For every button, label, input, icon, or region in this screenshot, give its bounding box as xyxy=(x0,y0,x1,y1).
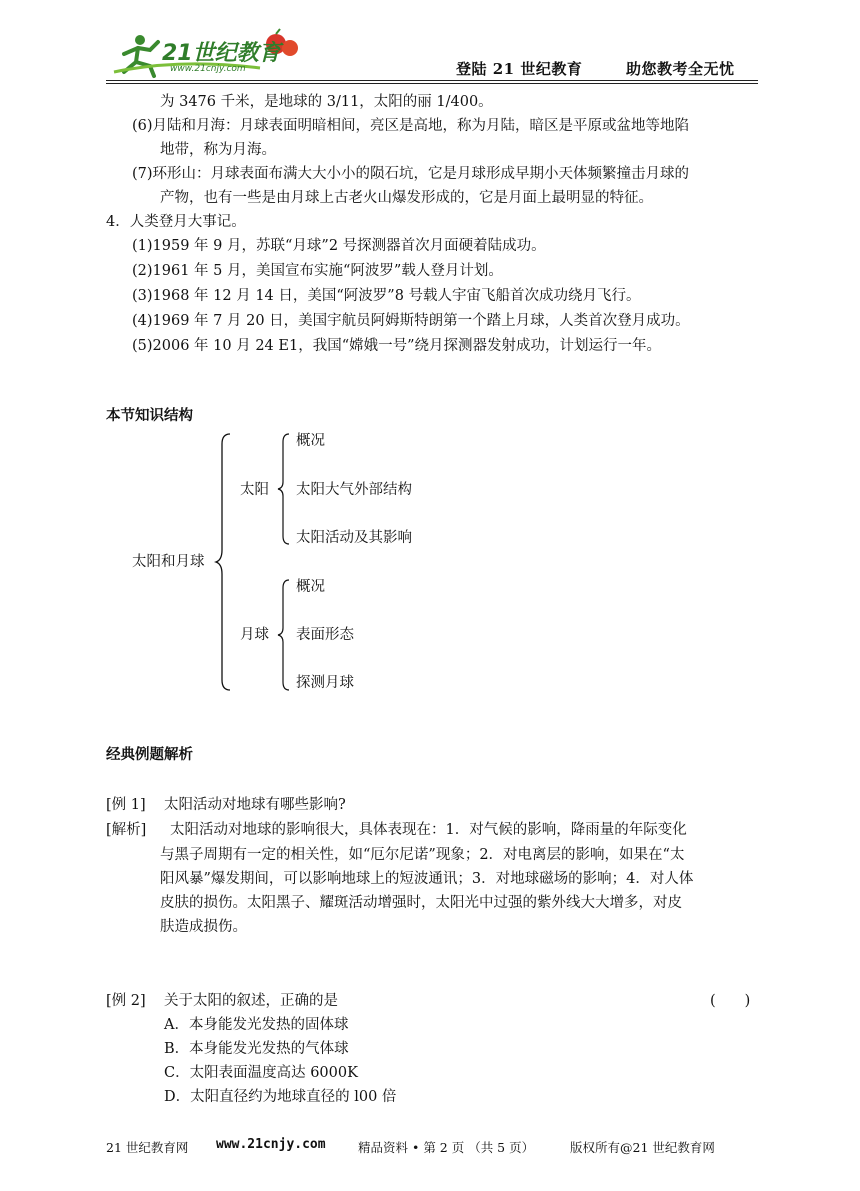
item-6-line-2: 地带，称为月海。 xyxy=(160,142,276,158)
moon-child: 探测月球 xyxy=(296,675,354,691)
item-7-line-2: 产物，也有一些是由月球上古老火山爆发形成的，它是月面上最明显的特征。 xyxy=(160,190,653,206)
analysis-line: 皮肤的损伤。太阳黑子、耀斑活动增强时，太阳光中过强的紫外线大大增多，对皮 xyxy=(160,895,682,911)
item-7-line-1: (7)环形山：月球表面布满大大小小的陨石坑，它是月球形成早期小天体频繁撞击月球的 xyxy=(132,166,690,182)
sun-branch-label: 太阳 xyxy=(240,482,269,498)
milestone-item: (3)1968 年 12 月 14 日，美国“阿波罗”8 号载人宇宙飞船首次成功绕月飞行。 xyxy=(132,288,641,304)
milestone-item: (4)1969 年 7 月 20 日，美国宇航员阿姆斯特朗第一个踏上月球，人类首次登月成功。 xyxy=(132,313,690,329)
footer-page-info: 精品资料 • 第 2 页 （共 5 页） xyxy=(358,1140,535,1155)
option-c: C．太阳表面温度高达 6000K xyxy=(164,1065,358,1081)
sun-child: 概况 xyxy=(296,433,325,449)
analysis-line: 阳风暴”爆发期间，可以影响地球上的短波通讯；3．对地球磁场的影响；4．对人体 xyxy=(160,871,694,887)
sun-child: 太阳大气外部结构 xyxy=(296,482,412,498)
header-slogan-right: 助您教考全无忧 xyxy=(626,60,735,78)
moon-child: 表面形态 xyxy=(296,627,354,643)
sun-brace xyxy=(276,432,292,546)
moon-branch-label: 月球 xyxy=(240,627,269,643)
example-1-question: 太阳活动对地球有哪些影响? xyxy=(164,797,346,813)
structure-heading: 本节知识结构 xyxy=(106,407,193,424)
diameter-line: 为 3476 千米，是地球的 3/11，太阳的丽 1/400。 xyxy=(160,94,493,110)
header-rule xyxy=(106,80,758,81)
header-rule-thin xyxy=(106,83,758,84)
moon-child: 概况 xyxy=(296,579,325,595)
milestone-item: (1)1959 年 9 月，苏联“月球”2 号探测器首次月面硬着陆成功。 xyxy=(132,238,546,254)
option-d: D．太阳直径约为地球直径的 l00 倍 xyxy=(164,1089,397,1105)
footer-copyright: 版权所有@21 世纪教育网 xyxy=(570,1140,715,1155)
section-4-title: 4．人类登月大事记。 xyxy=(106,214,246,230)
option-b: B．本身能发光发热的气体球 xyxy=(164,1041,349,1057)
examples-heading: 经典例题解析 xyxy=(106,746,193,763)
item-6-line-1: (6)月陆和月海：月球表面明暗相间，亮区是高地，称为月陆，暗区是平原或盆地等地陷 xyxy=(132,118,690,134)
analysis-line: 与黑子周期有一定的相关性，如“厄尔尼诺”现象；2．对电离层的影响，如果在“太 xyxy=(160,847,685,863)
analysis-tag: [解析] xyxy=(106,822,147,838)
header-slogan-left: 登陆 21 世纪教育 xyxy=(456,60,583,78)
example-2-question: 关于太阳的叙述，正确的是 xyxy=(164,993,338,1009)
site-logo xyxy=(110,28,310,80)
answer-blank: ( ) xyxy=(710,993,751,1009)
option-a: A．本身能发光发热的固体球 xyxy=(164,1017,349,1033)
footer-site: 21 世纪教育网 xyxy=(106,1140,189,1155)
analysis-line: 太阳活动对地球的影响很大，具体表现在：1．对气候的影响，降雨量的年际变化 xyxy=(170,822,687,838)
footer-url[interactable]: www.21cnjy.com xyxy=(216,1137,326,1152)
structure-root: 太阳和月球 xyxy=(132,554,205,570)
root-brace xyxy=(214,432,234,692)
example-1-tag: [例 1] xyxy=(106,797,146,813)
sun-child: 太阳活动及其影响 xyxy=(296,530,412,546)
logo-text: 21世纪教育 xyxy=(162,41,281,66)
logo-url: www.21cnjy.com xyxy=(170,64,246,74)
milestone-item: (2)1961 年 5 月，美国宣布实施“阿波罗”载人登月计划。 xyxy=(132,263,503,279)
moon-brace xyxy=(276,578,292,692)
analysis-line: 肤造成损伤。 xyxy=(160,919,247,935)
milestone-item: (5)2006 年 10 月 24 E1，我国“嫦娥一号”绕月探测器发射成功，计划运行一年。 xyxy=(132,338,662,354)
example-2-tag: [例 2] xyxy=(106,993,146,1009)
